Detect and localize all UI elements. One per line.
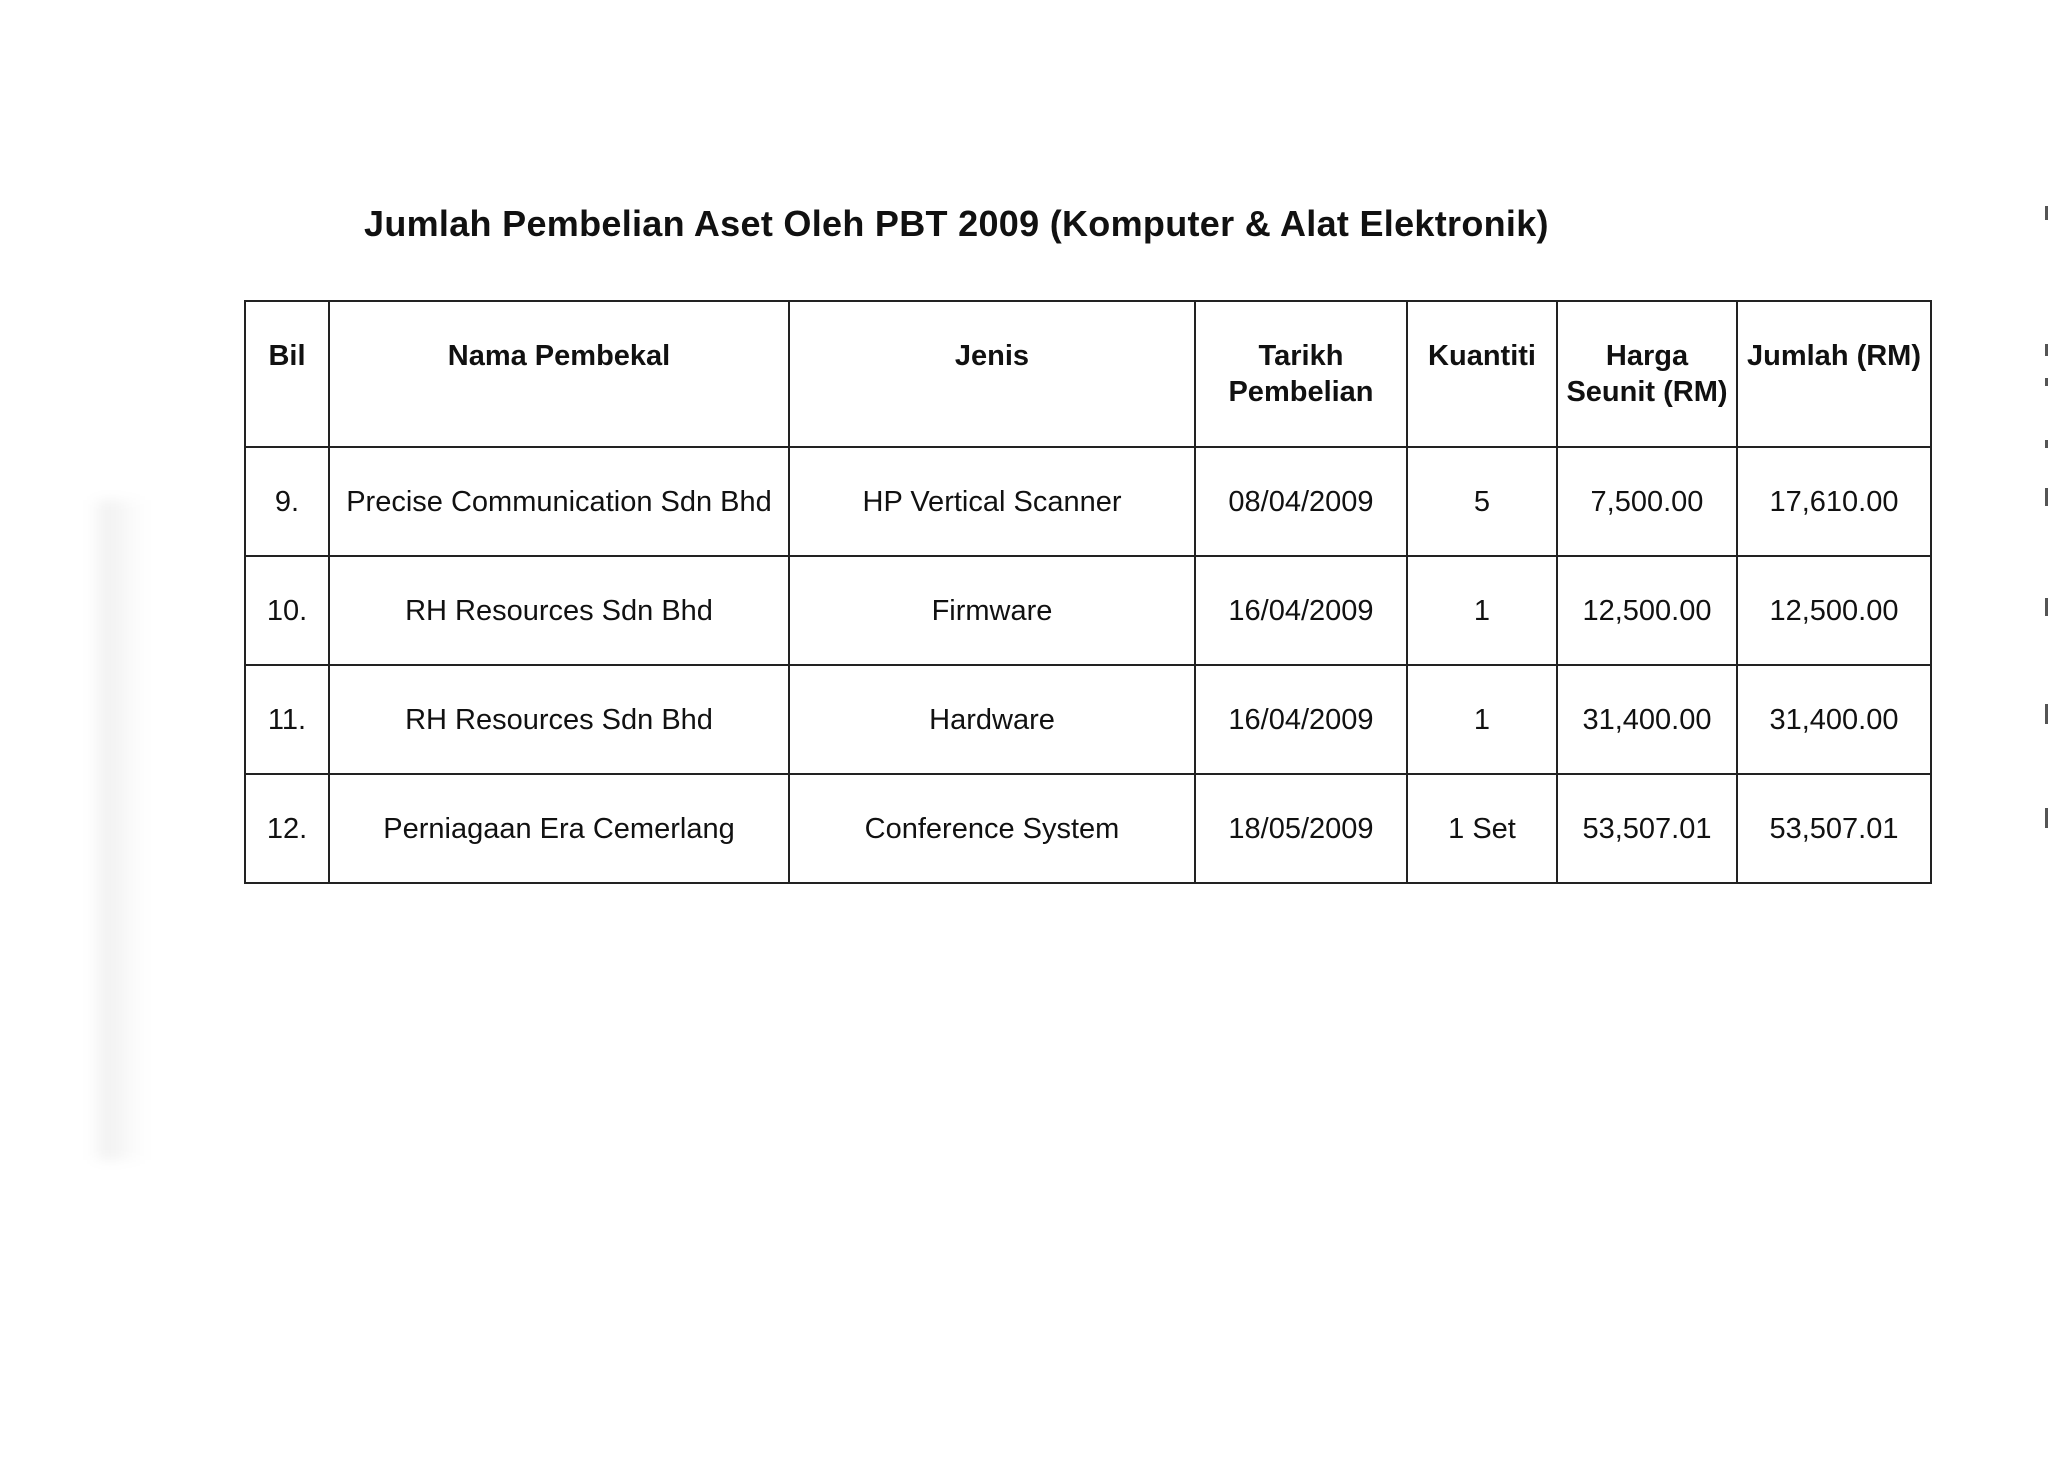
- cell-jenis: Conference System: [789, 774, 1195, 883]
- cell-nama-pembekal: RH Resources Sdn Bhd: [329, 665, 789, 774]
- cell-tarikh-pembelian: 16/04/2009: [1195, 556, 1407, 665]
- cell-nama-pembekal: Perniagaan Era Cemerlang: [329, 774, 789, 883]
- table-header-row: [245, 301, 1931, 447]
- cell-jumlah: 53,507.01: [1737, 774, 1931, 883]
- cell-harga-seunit: 7,500.00: [1557, 447, 1737, 556]
- table-row: [245, 774, 1931, 883]
- cell-harga-seunit: 53,507.01: [1557, 774, 1737, 883]
- asset-purchase-table: [244, 300, 1932, 884]
- header-jumlah: Jumlah (RM): [1737, 301, 1931, 447]
- header-tarikh-pembelian: Tarikh Pembelian: [1195, 301, 1407, 447]
- table-row: [245, 447, 1931, 556]
- cell-bil: 12.: [245, 774, 329, 883]
- scan-shadow: [88, 500, 150, 1160]
- cell-tarikh-pembelian: 16/04/2009: [1195, 665, 1407, 774]
- cell-jumlah: 31,400.00: [1737, 665, 1931, 774]
- cell-kuantiti: 1: [1407, 556, 1557, 665]
- cell-harga-seunit: 31,400.00: [1557, 665, 1737, 774]
- cell-bil: 9.: [245, 447, 329, 556]
- cell-bil: 11.: [245, 665, 329, 774]
- cell-kuantiti: 1 Set: [1407, 774, 1557, 883]
- page-edge-marks: [2038, 0, 2048, 1460]
- cell-jumlah: 17,610.00: [1737, 447, 1931, 556]
- cell-jenis: Hardware: [789, 665, 1195, 774]
- header-kuantiti: Kuantiti: [1407, 301, 1557, 447]
- cell-jumlah: 12,500.00: [1737, 556, 1931, 665]
- cell-harga-seunit: 12,500.00: [1557, 556, 1737, 665]
- header-nama-pembekal: Nama Pembekal: [329, 301, 789, 447]
- cell-nama-pembekal: Precise Communication Sdn Bhd: [329, 447, 789, 556]
- cell-bil: 10.: [245, 556, 329, 665]
- cell-jenis: Firmware: [789, 556, 1195, 665]
- cell-tarikh-pembelian: 18/05/2009: [1195, 774, 1407, 883]
- header-jenis: Jenis: [789, 301, 1195, 447]
- table-row: [245, 556, 1931, 665]
- cell-nama-pembekal: RH Resources Sdn Bhd: [329, 556, 789, 665]
- table-row: [245, 665, 1931, 774]
- cell-kuantiti: 1: [1407, 665, 1557, 774]
- document-title: Jumlah Pembelian Aset Oleh PBT 2009 (Komputer & Alat Elektronik): [364, 203, 1549, 244]
- header-harga-seunit: Harga Seunit (RM): [1557, 301, 1737, 447]
- header-bil: Bil: [245, 301, 329, 447]
- cell-kuantiti: 5: [1407, 447, 1557, 556]
- cell-jenis: HP Vertical Scanner: [789, 447, 1195, 556]
- cell-tarikh-pembelian: 08/04/2009: [1195, 447, 1407, 556]
